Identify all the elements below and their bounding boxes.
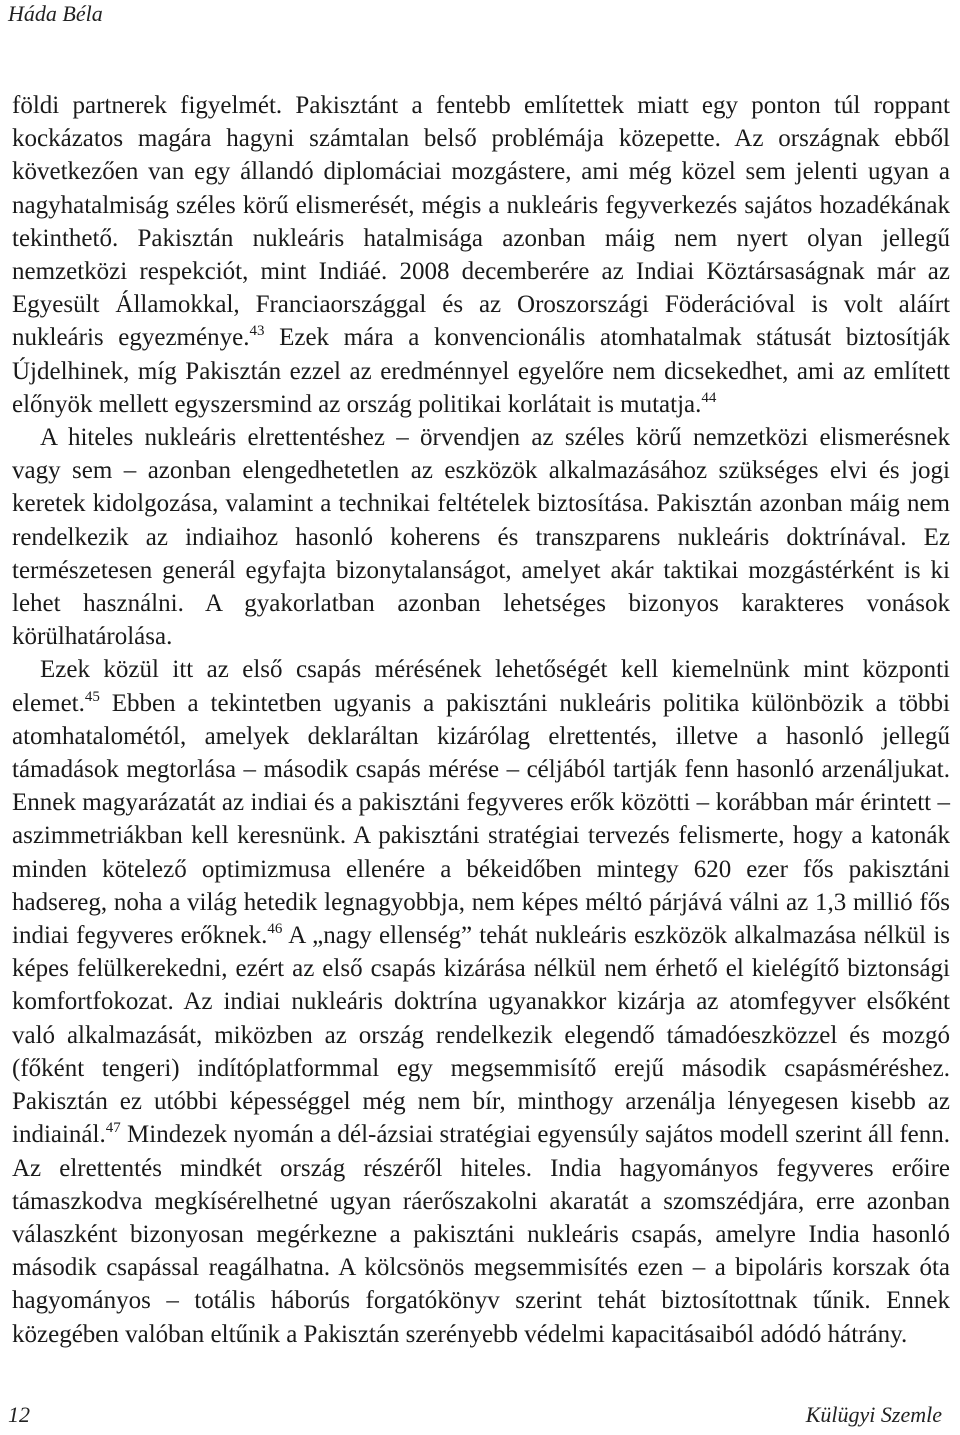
footnote-ref[interactable]: 44 [701, 389, 717, 406]
footnote-ref[interactable]: 43 [249, 323, 265, 340]
page-number: 12 [8, 1402, 30, 1427]
running-head-author: Háda Béla [8, 1, 103, 26]
footnote-ref[interactable]: 46 [267, 921, 283, 938]
journal-name: Külügyi Szemle [805, 1402, 942, 1427]
text-run: Mindezek nyomán a dél-ázsiai stratégiai egyensúly sajátos modell szerint áll fenn. Az elrettentés mindkét ország részéről hiteles. India hagyományos fegyveres erőire támaszkodva megkísérelhetné ugyan ráerőszakolni akaratát a szomszédjára, erre azonban válaszként bizonyosan megérkezne a pakisztáni nukleáris csapás, amelyre India hasonló második csapással reagálhatna. A kölcsönös megsemmisítés ezen – a bipoláris korszak óta hagyományos – totális háborús forgatókönyv szerint tehát biztosítottnak tűnik. Ennek közegében valóban eltűnik a Pakisztán szerényebb védelmi kapacitásaiból adódó hátrány. [12, 1121, 950, 1348]
text-run: A hiteles nukleáris elrettentéshez – örvendjen az széles körű nemzetközi elismerésnek vagy sem – azonban elengedhetetlen az eszközök alkalmazásához szükséges elvi és jogi keretek kidolgozása, valamint a technikai feltételek biztosítása. Pakisztán azonban máig nem rendelkezik az indiaihoz hasonló koherens és transzparens nukleáris doktrínával. Ez természetesen generál egyfajta bizonytalanságot, amelyet akár taktikai mozgástérként is ki lehet használni. A gyakorlatban azonban lehetséges bizonyos karakteres vonások körülhatárolása. [12, 424, 950, 651]
paragraph-2 [12, 421, 950, 653]
paragraph-3 [12, 653, 950, 1350]
body-text [12, 89, 950, 1351]
text-run: Ebben a tekintetben ugyanis a pakisztáni nukleáris politika különbözik a többi atomhatalométól, amelyek deklaráltan kizárólag elrettentés, illetve a hasonló jellegű támadások megtorlása – második csapás mérése – céljából tartják fenn hasonló arzenáljukat. Ennek magyarázatát az indiai és a pakisztáni fegyveres erők közötti – korábban már érintett – aszimmetriákban kell keresnünk. A pakisztáni stratégiai tervezés felismerte, hogy a katonák minden kötelező optimizmusa ellenére a békeidőben mintegy 620 ezer fős pakisztáni hadsereg, noha a világ hetedik legnagyobbja, nem képes méltó párjává válni az 1,3 millió fős indiai fegyveres erőknek. [12, 689, 950, 950]
text-run: A „nagy ellenség” tehát nukleáris eszközök alkalmazása nélkül is képes felülkerekedni, ezért az első csapás kizárása nélkül nem érhető el kielégítő biztonsági komfortfokozat. Az indiai nukleáris doktrína ugyanakkor kizárja az atomfegyver elsőként való alkalmazását, miközben az ország rendelkezik elegendő támadóeszközzel és mozgó (főként tengeri) indítóplatformmal egy megsemmisítő erejű második csapásméréshez. Pakisztán ez utóbbi képességgel még nem bír, minthogy arzenálja lényegesen kisebb az indiainál. [12, 922, 950, 1149]
text-run: földi partnerek figyelmét. Pakisztánt a fentebb említettek miatt egy ponton túl roppant kockázatos magára hagyni számtalan belső problémája közepette. Az országnak ebből következően van egy állandó diplomáciai mozgástere, ami még közel sem jelenti ugyan a nagyhatalmiság széles körű elismerését, mégis a nukleáris fegyverkezés sajátos hozadékának tekinthető. Pakisztán nukleáris hatalmisága azonban máig nem nyert olyan jellegű nemzetközi respekciót, mint Indiáé. 2008 decemberére az Indiai Köztársaságnak már az Egyesült Államokkal, Franciaországgal és az Oroszországi Föderációval is volt aláírt nukleáris egyezménye. [12, 92, 950, 352]
footnote-ref[interactable]: 47 [105, 1120, 121, 1137]
text-run: Ezek mára a konvencionális atomhatalmak státusát biztosítják Újdelhinek, míg Pakisztán ezzel az eredménnyel egyelőre nem dicsekedhet, ami az említett előnyök mellett egyszersmind az ország politikai korlátait is mutatja. [12, 324, 950, 418]
text-run: Ezek közül itt az első csapás mérésének lehetőségét kell kiemelnünk mint központi elemet. [12, 656, 950, 717]
paragraph-1 [12, 89, 950, 421]
footnote-ref[interactable]: 45 [84, 688, 100, 705]
